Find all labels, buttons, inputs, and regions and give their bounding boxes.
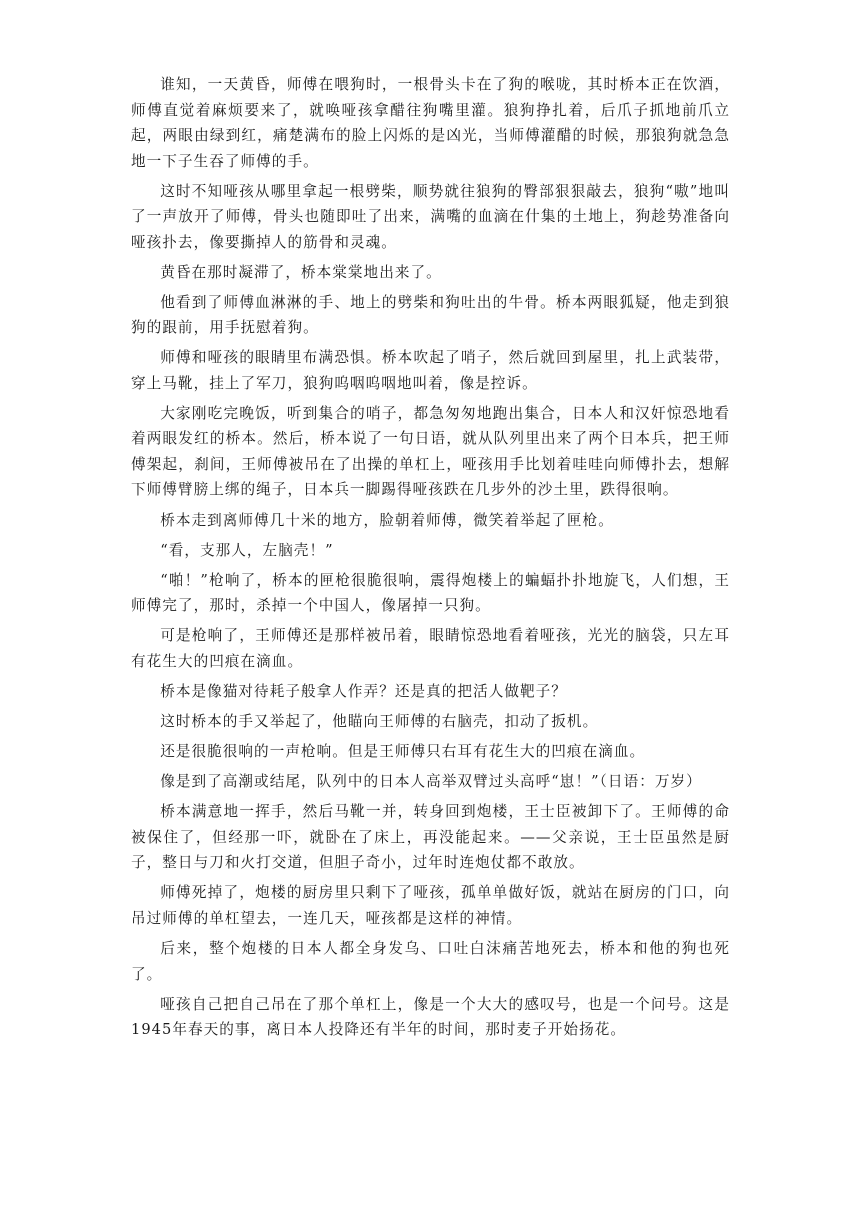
paragraph: 可是枪响了，王师傅还是那样被吊着，眼睛惊恐地看着哑孩，光光的脑袋，只左耳有花生大的凹痕在滴血。 [131, 627, 730, 670]
paragraph: 大家刚吃完晚饭，听到集合的哨子，都急匆匆地跑出集合，日本人和汉奸惊恐地看着两眼发红的桥本。然后，桥本说了一句日语，就从队列里出来了两个日本兵，把王师傅架起，刹间，王师傅被吊在了出操的单杠上，哑孩用手比划着哇哇向师傅扑去，想解下师傅臂膀上绑的绳子，日本兵一脚踢得哑孩跌在几步外的沙土里，跌得很响。 [131, 404, 730, 499]
paragraph: 后来，整个炮楼的日本人都全身发乌、口吐白沫痛苦地死去，桥本和他的狗也死了。 [131, 940, 730, 983]
paragraph: 谁知，一天黄昏，师傅在喂狗时，一根骨头卡在了狗的喉咙，其时桥本正在饮酒，师傅直觉着麻烦要来了，就唤哑孩拿醋往狗嘴里灌。狼狗挣扎着，后爪子抓地前爪立起，两眼由绿到红，痛楚满布的脸上闪烁的是凶光，当师傅灌醋的时候，那狼狗就急急地一下子生吞了师傅的手。 [131, 76, 730, 170]
paragraph: 黄昏在那时凝滞了，桥本棠棠地出来了。 [160, 263, 442, 281]
paragraph: 他看到了师傅血淋淋的手、地上的劈柴和狗吐出的牛骨。桥本两眼狐疑，他走到狼狗的跟前，用手抚慰着狗。 [131, 293, 730, 337]
paragraph: 哑孩自己把自己吊在了那个单杠上，像是一个大大的感叹号，也是一个问号。这是1945年春天的事，离日本人投降还有半年的时间，那时麦子开始扬花。 [131, 995, 730, 1039]
paragraph: 桥本走到离师傅几十米的地方，脸朝着师傅，微笑着举起了匣枪。 [160, 511, 614, 529]
paragraph: 师傅死掉了，炮楼的厨房里只剩下了哑孩，孤单单做好饭，就站在厨房的门口，向吊过师傅的单杠望去，一连几天，哑孩都是这样的神情。 [131, 884, 730, 927]
paragraph: 还是很脆很响的一声枪响。但是王师傅只右耳有花生大的凹痕在滴血。 [160, 743, 646, 761]
paragraph: 桥本满意地一挥手，然后马靴一并，转身回到炮楼，王士臣被卸下了。王师傅的命被保住了，但经那一吓，就卧在了床上，再没能起来。——父亲说，王士臣虽然是厨子，整日与刀和火打交道，但胆子奇小，过年时连炮仗都不敢放。 [131, 803, 730, 872]
paragraph: 像是到了高潮或结尾，队列中的日本人高举双臂过头高呼“崽！”（日语：万岁） [160, 773, 702, 791]
document-body [131, 72, 730, 1047]
paragraph: 师傅和哑孩的眼睛里布满恐惧。桥本吹起了哨子，然后就回到屋里，扎上武装带，穿上马靴，挂上了军刀，狼狗呜咽呜咽地叫着，像是控诉。 [131, 349, 730, 392]
paragraph: “看，支那人，左脑壳！” [160, 541, 334, 559]
paragraph: 这时桥本的手又举起了，他瞄向王师傅的右脑壳，扣动了扳机。 [160, 713, 599, 731]
paragraph: 桥本是像猫对待耗子般拿人作弄？还是真的把活人做靶子？ [160, 682, 567, 700]
paragraph: “啪！”枪响了，桥本的匣枪很脆很响，震得炮楼上的蝙蝠扑扑地旋飞，人们想，王师傅完了，那时，杀掉一个中国人，像屠掉一只狗。 [131, 571, 730, 615]
paragraph: 这时不知哑孩从哪里拿起一根劈柴，顺势就往狼狗的臀部狠狠敲去，狼狗“嗷”地叫了一声放开了师傅，骨头也随即吐了出来，满嘴的血滴在什集的土地上，狗趁势准备向哑孩扑去，像要撕掉人的筋骨和灵魂。 [131, 182, 730, 251]
